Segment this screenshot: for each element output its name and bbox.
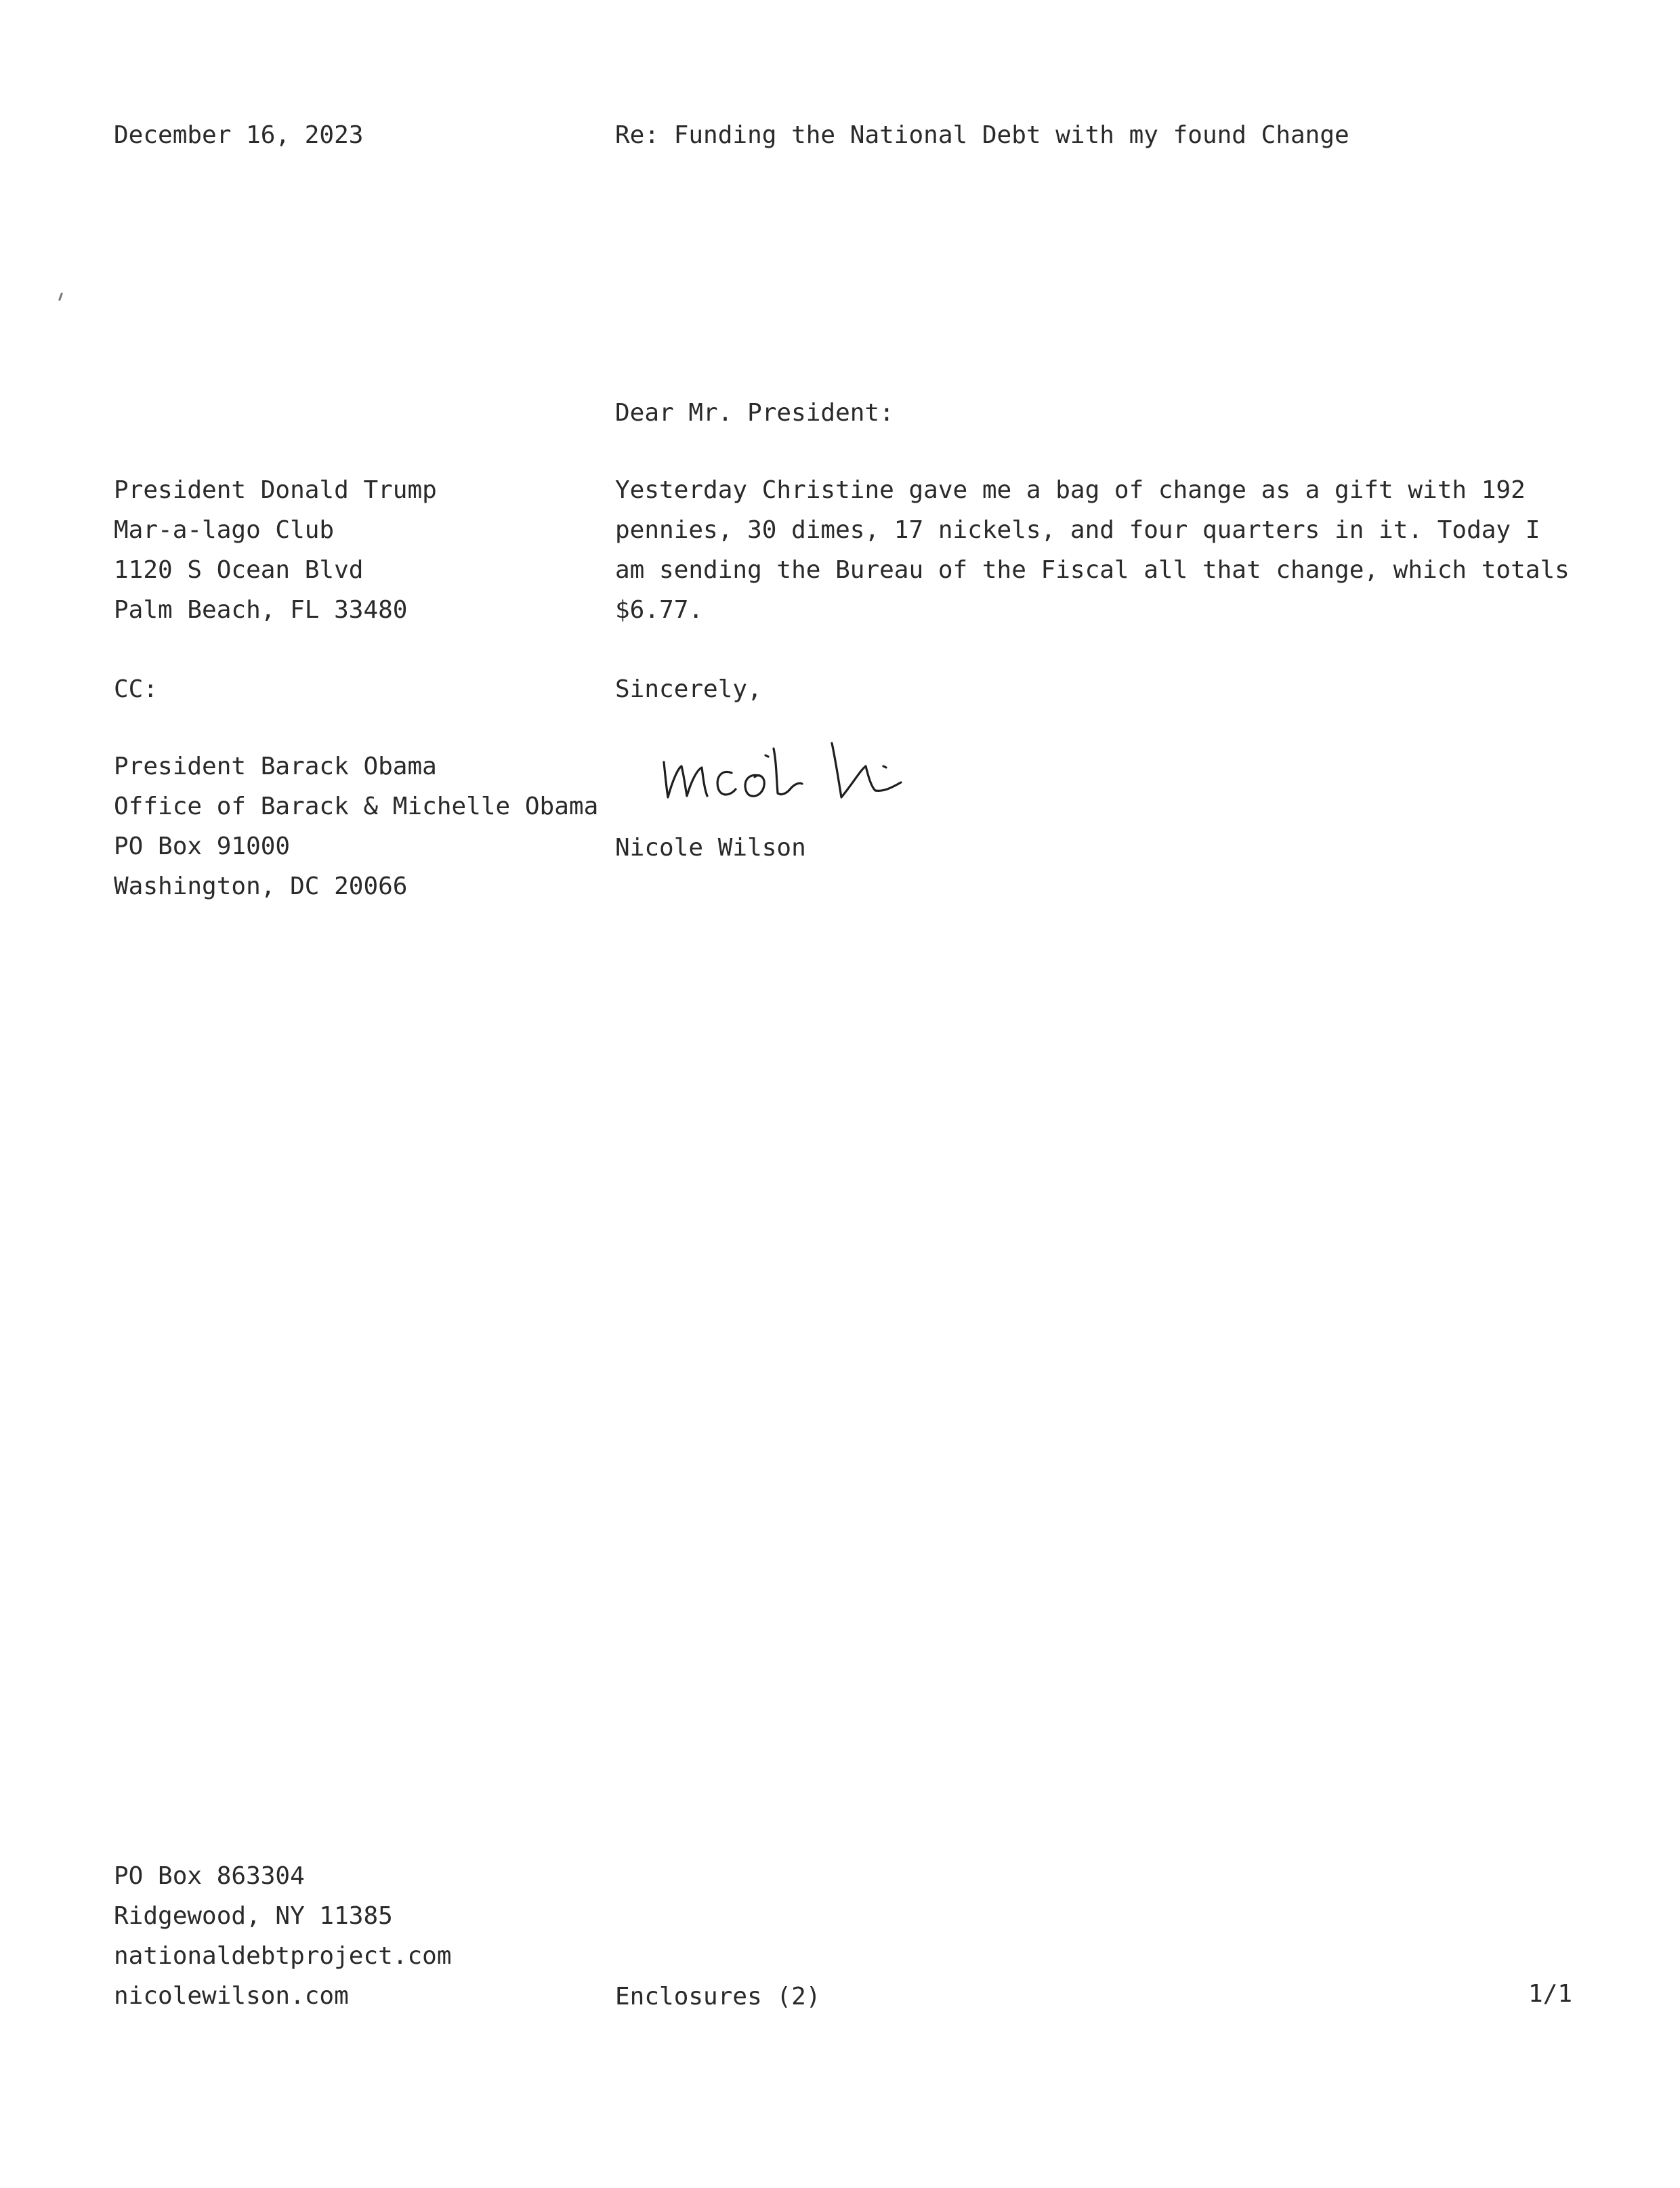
body-line: Yesterday Christine gave me a bag of change as a gift with 192 <box>615 476 1526 504</box>
closing: Sincerely, <box>615 675 762 703</box>
cc-line: Office of Barack & Michelle Obama <box>114 793 599 820</box>
salutation: Dear Mr. President: <box>615 399 894 427</box>
recipient-address <box>114 470 437 630</box>
sender-address <box>114 1856 452 2016</box>
recipient-line: President Donald Trump <box>114 476 437 504</box>
recipient-line: Mar-a-lago Club <box>114 516 335 544</box>
cc-line: President Barack Obama <box>114 753 437 780</box>
page-number: 1/1 <box>1528 1980 1573 2008</box>
cc-label: CC: <box>114 675 159 703</box>
scan-mark <box>58 293 63 301</box>
body-line: $6.77. <box>615 596 704 624</box>
body-line: am sending the Bureau of the Fiscal all that change, which totals <box>615 556 1570 584</box>
cc-address <box>114 746 598 906</box>
sender-line: Ridgewood, NY 11385 <box>114 1902 393 1930</box>
handwritten-signature <box>657 735 942 816</box>
letter-date: December 16, 2023 <box>114 121 364 149</box>
recipient-line: Palm Beach, FL 33480 <box>114 596 408 624</box>
cc-line: Washington, DC 20066 <box>114 872 408 900</box>
sender-website[interactable]: nicolewilson.com <box>114 1982 349 2010</box>
body-line: pennies, 30 dimes, 17 nickels, and four quarters in it. Today I <box>615 516 1540 544</box>
sender-line: PO Box 863304 <box>114 1862 305 1890</box>
recipient-line: 1120 S Ocean Blvd <box>114 556 364 584</box>
cc-line: PO Box 91000 <box>114 833 291 860</box>
letter-body <box>615 470 1570 630</box>
letter-subject: Re: Funding the National Debt with my found Change <box>615 121 1349 149</box>
sender-website[interactable]: nationaldebtproject.com <box>114 1942 452 1970</box>
signature-name: Nicole Wilson <box>615 834 806 862</box>
enclosures: Enclosures (2) <box>615 1983 821 2011</box>
